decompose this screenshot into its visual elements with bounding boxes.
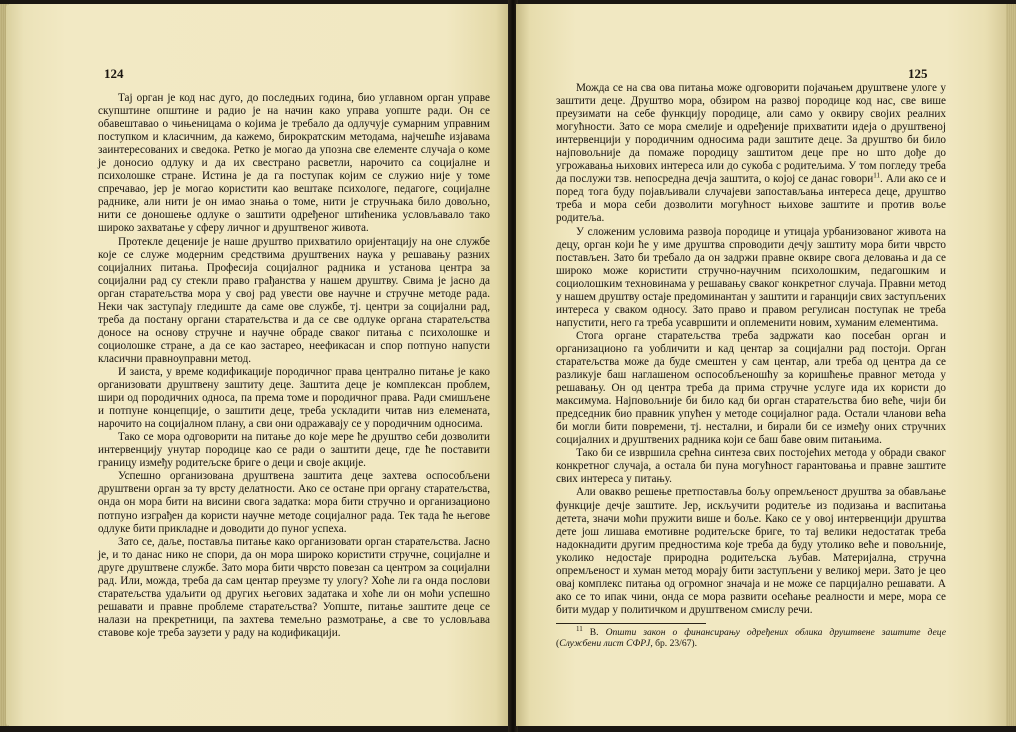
paragraph-text: . Али ако се и поред тога буду појављивали случајеви запостављања интереса деце, друштво треба и мора себи дозволити могућност њихове заштите и против воље родитеља.	[556, 173, 946, 225]
page-edges-right	[1006, 4, 1016, 726]
paragraph: Протекле деценије је наше друштво прихватило оријентацију на оне службе које се служе модерним средствима друштвених наука у решавању разних социјалних питања. Професија социјалног радника и установа центра за социјални рад су стекли право грађанства у нашем друштву. Свима је јасно да орган старатељства мора у свој рад увести ове научне и стручне методе рада. Неки чак заступају гледиште да саме ове службе, тј. центри за социјални рад, треба да постану органи старатељства и да се све одлуке органа старатељства доносе на основу стручне и научне обраде сваког питања с психолошке и социолошке стране, а да се као застарео, неефикасан и спор потпуно напусти класични правноуправни метод.	[98, 235, 490, 365]
page-number-right: 125	[908, 66, 928, 81]
paragraph: Стога органе старатељства треба задржати као посебан орган и организационо га уобличити и кад центар за социјални рад постоји. Орган старатељства може да буде смештен у сам центар, али треба од центра да се разликује баш наглашеном оспособљеношћу за коришћење правног метода у решавању. Он од центра треба да прима стручне услуге ида их користи до максимума. Најповољније би било кад би орган старатељства био веће, чији би председник био правник упућен у методе социјалног рада. Остали чланови већа би могли бити повремени, тј. нестални, и бирали би се између оних стручних социјалних и друштвених радника који се баш баве овим питањима.	[556, 329, 946, 447]
left-page	[6, 4, 510, 726]
right-page-body	[556, 82, 946, 649]
footnote-citation: , бр. 23/67).	[650, 637, 698, 649]
paragraph: Успешно организована друштвена заштита деце захтева оспособљени друштвени орган за ту врсту делатности. Ако се остане при органу старатељства, онда он мора бити на висини свога задатка: мора бити стручно и организационо потпуно изграђен да користи научне методе социјалног рада. Тек тада ће његове одлуке бити прикладне и доводити до пуног успеха.	[98, 470, 490, 535]
footnote-lead: В.	[589, 626, 599, 638]
paragraph-text: Можда се на сва ова питања може одговорити појачањем друштвене улоге у заштити деце. Друштво мора, обзиром на развој породице код нас, све више преузимати на себе функцију породице, али само у оквиру својих реалних могућности. Зато се мора смелије и одређеније прихватити идеја о друштвеној интервенцији у породичним односима ради заштите деце. За друштво би било најповољније да помаже породицу заштитом деце пре но што дође до угрожавања њихових интереса или до сукоба с родитељима. У том погледу треба да послужи тзв. непосредна дечја заштита, о којој се данас говори	[556, 82, 946, 186]
paragraph: Тај орган је код нас дуго, до последњих година, био углавном орган управе скупштине општине и радио је на начин како управа уопште ради. Он се обавештавао о чињеницама о којима је требало да одлучује сумарним управним поступком и класичним, да кажемо, бирократским методама, најчешће изјавама заинтересованих и сведока. Ретко је могао да упозна све елементе случаја о коме је доносио одлуку и да их свестрано расветли, нарочито са социјалне и психолошке стране. Истина је да га поступак којим се служио није у томе спречавао, јер је могао користити као вештаке психологе, педагоге, социјалне раднике, али нити је он имао знања о томе, нити је стручњака било довољно, нити се доношење одлуке о заштити одређеног штићеника условљавало тако широко захватање у сферу личног и друштвеног живота.	[98, 92, 490, 235]
footnote: $^{11}$ В. Општи закон о финансирању одређених облика друштвене заштите деце (Службени лист СФРЈ, бр. 23/67).	[556, 624, 946, 649]
paragraph: И заиста, у време кодификације породичног права централно питање је како организовати друштвену заштиту деце. Заштита деце је комплексан проблем, шири од породичних односа, па према томе и породичног права. Ради смишљене и потпуне концепције, о заштити деце, треба ускладити читав низ елемената, нарочито на социјалном плану, а сви они одражавају се у породичним односима.	[98, 365, 490, 431]
footnote-title: Општи закон о финансирању одређених облика друштвене заштите деце	[605, 626, 946, 638]
page-number-left: 124	[104, 66, 124, 81]
paragraph: Зато се, даље, поставља питање како организовати орган старатељства. Јасно је, и то данас нико не спори, да он мора широко користити стручне, социјалне и друге друштвене службе. Зато мора бити чврсто повезан са центром за социјални рад. Или, можда, треба да сам центар преузме ту улогу? Хоће ли га онда послови старатељства удаљити од других његових задатака и хоће ли он моћи успешно решавати и правне проблеме старатељства? Уопште, питање заштите деце се налази на прекретници, па захтева темељно размотрање, а све то условљава ставове које треба заузети у раду на кодификацији.	[98, 535, 490, 639]
paragraph: У сложеним условима развоја породице и утицаја урбанизованог живота на децу, орган који ће у име друштва спроводити дечју заштиту мора бити чврсто постављен. Зато би требало да он задржи правне оквире свога деловања и да се широко може користити стручно-научним психолошким, педагошким и социолошким техновинама у решавању сваког конкретног случаја. Правни метод у нашем друштву остаје предоминантан у заштити и гаранцији свих заступљених интереса у сваком односу. Зато право и правом регулисан поступак не треба напустити, него га треба усавршити и оплеменити новим, хуманим елементима.	[556, 225, 946, 329]
footnote-marker: 11	[576, 624, 583, 633]
paragraph	[556, 82, 946, 226]
paragraph: Али овакво решење претпоставља бољу опремљеност друштва за обављање функције дечје заштите. Јер, искључити родитеље из подизања и васпитања детета, значи моћи пружити више и боље. Како се у овој интервенцији друштва дете још лишава емотивне родитељске бриге, то тај велики недостатак треба надокнадити другим предностима које треба да буду утолико веће и повољније, уколико недостаје природна родитељска љубав. Материјална, стручна опремљеност и хуман метод морају бити заступљени у великој мери. Зато је цео овај комплекс питања од огромног значаја и не може се парцијално решавати. А ако се то ипак чини, онда се мора развити осећање реалности и мере, мора се бити мудар у политичком и друштвеном смислу речи.	[556, 486, 946, 616]
footnote-source: Службени лист СФРЈ	[559, 637, 651, 649]
left-page-body	[98, 92, 490, 640]
paragraph: Тако би се извршила срећна синтеза свих постојећих метода у обради сваког конкретног случаја, а остала би пуна могућност гарантовања и правне заштите свих интереса у питању.	[556, 447, 946, 486]
footnote-ref: 11	[873, 171, 881, 180]
right-page	[516, 4, 1010, 726]
paragraph: Тако се мора одговорити на питање до које мере ће друштво себи дозволити интервенцију унутар породице као се ради о заштити деце, где ће поставити границу између родитељске бриге о деци и своје акције.	[98, 431, 490, 470]
